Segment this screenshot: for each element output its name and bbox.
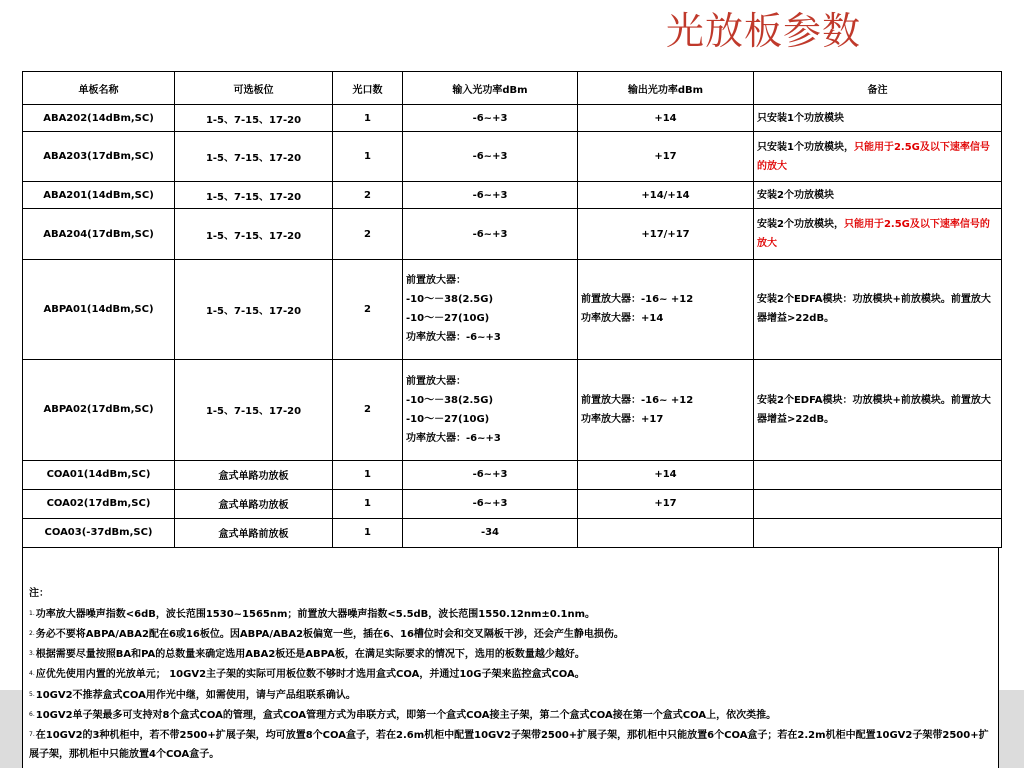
cell-input-power-line: -6~+3	[472, 228, 508, 240]
header-slot: 可选板位	[175, 72, 333, 105]
note-item	[29, 624, 994, 644]
cell-output-power-line: 前置放大器：-16~ +12	[581, 394, 694, 406]
table-body	[23, 105, 1002, 548]
cell-output-power-line: +17/+17	[641, 228, 690, 240]
cell-remark	[754, 182, 1002, 209]
table-row	[23, 132, 1002, 182]
cell-input-power	[403, 182, 578, 209]
remark-text: 安装2个功放模块，	[757, 219, 844, 231]
cell-ports: 1	[333, 105, 403, 132]
cell-board-name: ABPA01(14dBm,SC)	[23, 259, 175, 359]
remark-text: 安装2个EDFA模块：功放模块+前放模块。前置放大器增益>22dB。	[757, 294, 991, 325]
note-item	[29, 604, 994, 624]
cell-input-power	[403, 209, 578, 259]
remark-text: 安装2个EDFA模块：功放模块+前放模块。前置放大器增益>22dB。	[757, 394, 991, 425]
cell-input-power	[403, 360, 578, 460]
cell-board-name: COA03(-37dBm,SC)	[23, 518, 175, 547]
cell-slot: 盒式单路前放板	[175, 518, 333, 547]
cell-board-name: ABA201(14dBm,SC)	[23, 182, 175, 209]
cell-input-power-line: 功率放大器：-6~+3	[406, 332, 501, 344]
cell-remark	[754, 209, 1002, 259]
header-remark: 备注	[754, 72, 1002, 105]
table-row	[23, 209, 1002, 259]
cell-output-power	[578, 460, 754, 489]
cell-output-power-line: +14	[654, 112, 677, 124]
cell-board-name: ABA203(17dBm,SC)	[23, 132, 175, 182]
parameter-table	[22, 71, 1002, 548]
note-item	[29, 664, 994, 684]
note-text: 10GV2单子架最多可支持对8个盒式COA的管理，盒式COA管理方式为串联方式，即第一个盒式COA接主子架，第二个盒式COA接在第一个盒式COA上，依次类推。	[35, 709, 777, 721]
note-number: 3.	[29, 650, 35, 657]
table-row	[23, 489, 1002, 518]
cell-input-power-line: -10～－38(2.5G)	[406, 394, 494, 406]
note-number: 5.	[29, 690, 35, 698]
cell-output-power-line: +17	[654, 498, 677, 510]
cell-ports: 1	[333, 132, 403, 182]
table-row	[23, 105, 1002, 132]
cell-board-name: COA02(17dBm,SC)	[23, 489, 175, 518]
cell-input-power-line: 前置放大器：	[406, 375, 466, 387]
cell-board-name: COA01(14dBm,SC)	[23, 460, 175, 489]
note-number: 4.	[29, 670, 35, 678]
cell-output-power-line: 前置放大器：-16~ +12	[581, 294, 694, 306]
cell-remark	[754, 460, 1002, 489]
notes-section	[22, 548, 999, 768]
cell-slot: 1-5、7-15、17-20	[175, 360, 333, 460]
cell-input-power	[403, 132, 578, 182]
note-text: 10GV2不推荐盒式COA用作光中继，如需使用，请与产品组联系确认。	[35, 689, 356, 701]
cell-input-power-line: -6~+3	[472, 151, 508, 163]
cell-input-power-line: 前置放大器：	[406, 275, 466, 287]
cell-remark	[754, 360, 1002, 460]
note-item	[29, 644, 994, 664]
cell-input-power	[403, 489, 578, 518]
cell-output-power-line: 功率放大器：+17	[581, 413, 664, 425]
note-text: 根据需要尽量按照BA和PA的总数量来确定选用ABA2板还是ABPA板，在满足实际要求的情况下，选用的板数量越少越好。	[35, 648, 585, 660]
header-board-name: 单板名称	[23, 72, 175, 105]
cell-output-power	[578, 105, 754, 132]
cell-output-power	[578, 132, 754, 182]
table-row	[23, 182, 1002, 209]
remark-text: 只安装1个功放模块，	[757, 141, 854, 153]
cell-slot: 1-5、7-15、17-20	[175, 259, 333, 359]
cell-ports: 2	[333, 209, 403, 259]
note-number: 1.	[29, 609, 35, 617]
cell-remark	[754, 105, 1002, 132]
cell-input-power-line: -6~+3	[472, 498, 508, 510]
header-input-power: 输入光功率dBm	[403, 72, 578, 105]
table-row	[23, 460, 1002, 489]
cell-input-power-line: -34	[480, 527, 500, 539]
cell-input-power-line: -6~+3	[472, 112, 508, 124]
cell-slot: 1-5、7-15、17-20	[175, 132, 333, 182]
cell-input-power-line: -6~+3	[472, 189, 508, 201]
cell-output-power	[578, 182, 754, 209]
table-row	[23, 360, 1002, 460]
page-title: 光放板参数	[666, 9, 862, 53]
remark-warning-text: 只能用于2.5G及以下速率信号的放大	[757, 141, 990, 172]
header-row	[23, 72, 1002, 105]
cell-ports: 1	[333, 460, 403, 489]
cell-output-power-line: +14	[654, 469, 677, 481]
header-ports: 光口数	[333, 72, 403, 105]
cell-remark	[754, 518, 1002, 547]
cell-output-power	[578, 360, 754, 460]
notes-label: 注：	[29, 588, 49, 599]
note-text: 在10GV2的3种机柜中，若不带2500+扩展子架，均可放置8个COA盒子，若在2.6m机柜中配置10GV2子架带2500+扩展子架，那机柜中只能放置6个COA盒子；若在2.2m机柜中配置10GV2子架带2500+扩展子架，那机柜中只能放置4个COA盒子。	[29, 729, 989, 761]
cell-board-name: ABPA02(17dBm,SC)	[23, 360, 175, 460]
cell-output-power	[578, 209, 754, 259]
cell-output-power-line: 功率放大器：+14	[581, 313, 664, 325]
table-row	[23, 518, 1002, 547]
note-number: 2.	[29, 629, 35, 637]
note-item	[29, 705, 994, 725]
cell-output-power	[578, 489, 754, 518]
remark-warning-text: 只能用于2.5G及以下速率信号的放大	[757, 219, 990, 250]
cell-slot: 1-5、7-15、17-20	[175, 182, 333, 209]
cell-ports: 2	[333, 259, 403, 359]
cell-input-power-line: -10～－27(10G)	[406, 313, 490, 325]
note-text: 功率放大器噪声指数<6dB，波长范围1530~1565nm；前置放大器噪声指数<5.5dB，波长范围1550.12nm±0.1nm。	[35, 608, 596, 620]
cell-input-power	[403, 518, 578, 547]
cell-input-power-line: -10～－38(2.5G)	[406, 294, 494, 306]
table-row	[23, 259, 1002, 359]
remark-text: 只安装1个功放模块	[757, 112, 844, 124]
cell-output-power-line: +17	[654, 151, 677, 163]
cell-input-power	[403, 105, 578, 132]
cell-board-name: ABA202(14dBm,SC)	[23, 105, 175, 132]
cell-remark	[754, 132, 1002, 182]
notes-list	[29, 604, 994, 765]
cell-remark	[754, 489, 1002, 518]
cell-slot: 盒式单路功放板	[175, 489, 333, 518]
cell-output-power	[578, 259, 754, 359]
cell-slot: 盒式单路功放板	[175, 460, 333, 489]
cell-input-power	[403, 460, 578, 489]
cell-board-name: ABA204(17dBm,SC)	[23, 209, 175, 259]
cell-ports: 2	[333, 182, 403, 209]
cell-ports: 1	[333, 518, 403, 547]
cell-input-power-line: -10～－27(10G)	[406, 413, 490, 425]
cell-ports: 1	[333, 489, 403, 518]
note-number: 6.	[29, 710, 35, 718]
note-text: 应优先使用内置的光放单元； 10GV2主子架的实际可用板位数不够时才选用盒式COA，并通过10G子架来监控盒式COA。	[35, 669, 585, 680]
cell-slot: 1-5、7-15、17-20	[175, 209, 333, 259]
cell-input-power	[403, 259, 578, 359]
note-text: 务必不要将ABPA/ABA2配在6或16板位。因ABPA/ABA2板偏宽一些，插在6、16槽位时会和交叉隔板干涉，还会产生静电损伤。	[35, 628, 624, 640]
cell-output-power	[578, 518, 754, 547]
cell-slot: 1-5、7-15、17-20	[175, 105, 333, 132]
cell-ports: 2	[333, 360, 403, 460]
cell-input-power-line: -6~+3	[472, 469, 508, 481]
note-item	[29, 725, 994, 765]
remark-text: 安装2个功放模块	[757, 189, 834, 201]
note-item	[29, 685, 994, 705]
cell-remark	[754, 259, 1002, 359]
note-number: 7.	[29, 731, 35, 738]
header-output-power: 输出光功率dBm	[578, 72, 754, 105]
cell-input-power-line: 功率放大器：-6~+3	[406, 432, 501, 444]
cell-output-power-line: +14/+14	[641, 189, 690, 201]
